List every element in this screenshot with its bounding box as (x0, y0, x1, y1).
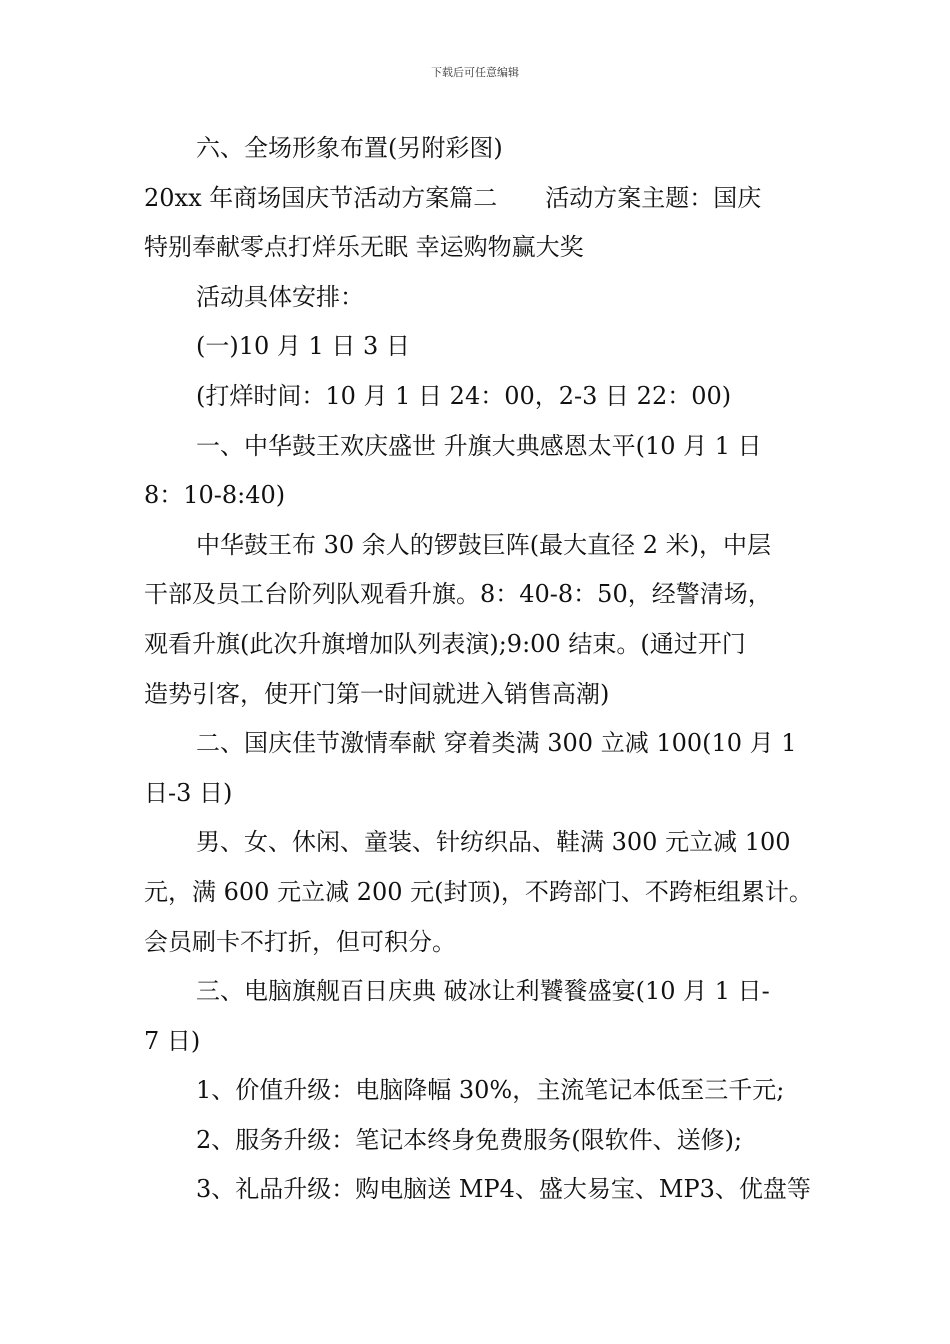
text-line: 3、礼品升级：购电脑送 MP4、盛大易宝、MP3、优盘等 (196, 1175, 811, 1204)
text-line: 中华鼓王布 30 余人的锣鼓巨阵(最大直径 2 米)，中层 (196, 530, 772, 559)
text-line: 1、价值升级：电脑降幅 30%，主流笔记本低至三千元; (196, 1076, 785, 1105)
text-line: 干部及员工台阶列队观看升旗。8：40-8：50，经警清场， (144, 580, 772, 609)
text-line: 8：10-8:40) (144, 481, 286, 510)
text-line: 三、电脑旗舰百日庆典 破冰让利饕餮盛宴(10 月 1 日- (196, 977, 770, 1006)
document-body (144, 124, 824, 1215)
text-line: 六、全场形象布置(另附彩图) (196, 134, 503, 162)
page-header: 下载后可任意编辑 (431, 66, 519, 79)
text-line: 男、女、休闲、童装、针纺织品、鞋满 300 元立减 100 (196, 828, 791, 857)
text-line: 20xx 年商场国庆节活动方案篇二 活动方案主题：国庆 (144, 183, 762, 212)
text-line: 特别奉献零点打烊乐无眠 幸运购物赢大奖 (144, 233, 584, 262)
text-line: (一)10 月 1 日 3 日 (196, 332, 410, 361)
text-line: 日-3 日) (144, 778, 233, 807)
text-line: 会员刷卡不打折，但可积分。 (144, 927, 456, 956)
text-line: 活动具体安排： (196, 282, 364, 311)
text-line: (打烊时间：10 月 1 日 24：00，2-3 日 22：00) (196, 381, 732, 410)
text-line: 造势引客，使开门第一时间就进入销售高潮) (144, 679, 610, 708)
text-line: 一、中华鼓王欢庆盛世 升旗大典感恩太平(10 月 1 日 (196, 431, 762, 460)
text-line: 元，满 600 元立减 200 元(封顶)，不跨部门、不跨柜组累计。 (144, 877, 813, 906)
text-line: 2、服务升级：笔记本终身免费服务(限软件、送修); (196, 1125, 743, 1154)
text-line: 观看升旗(此次升旗增加队列表演);9:00 结束。(通过开门 (144, 629, 746, 658)
text-line: 7 日) (144, 1026, 201, 1055)
text-line: 二、国庆佳节激情奉献 穿着类满 300 立减 100(10 月 1 (196, 729, 797, 758)
